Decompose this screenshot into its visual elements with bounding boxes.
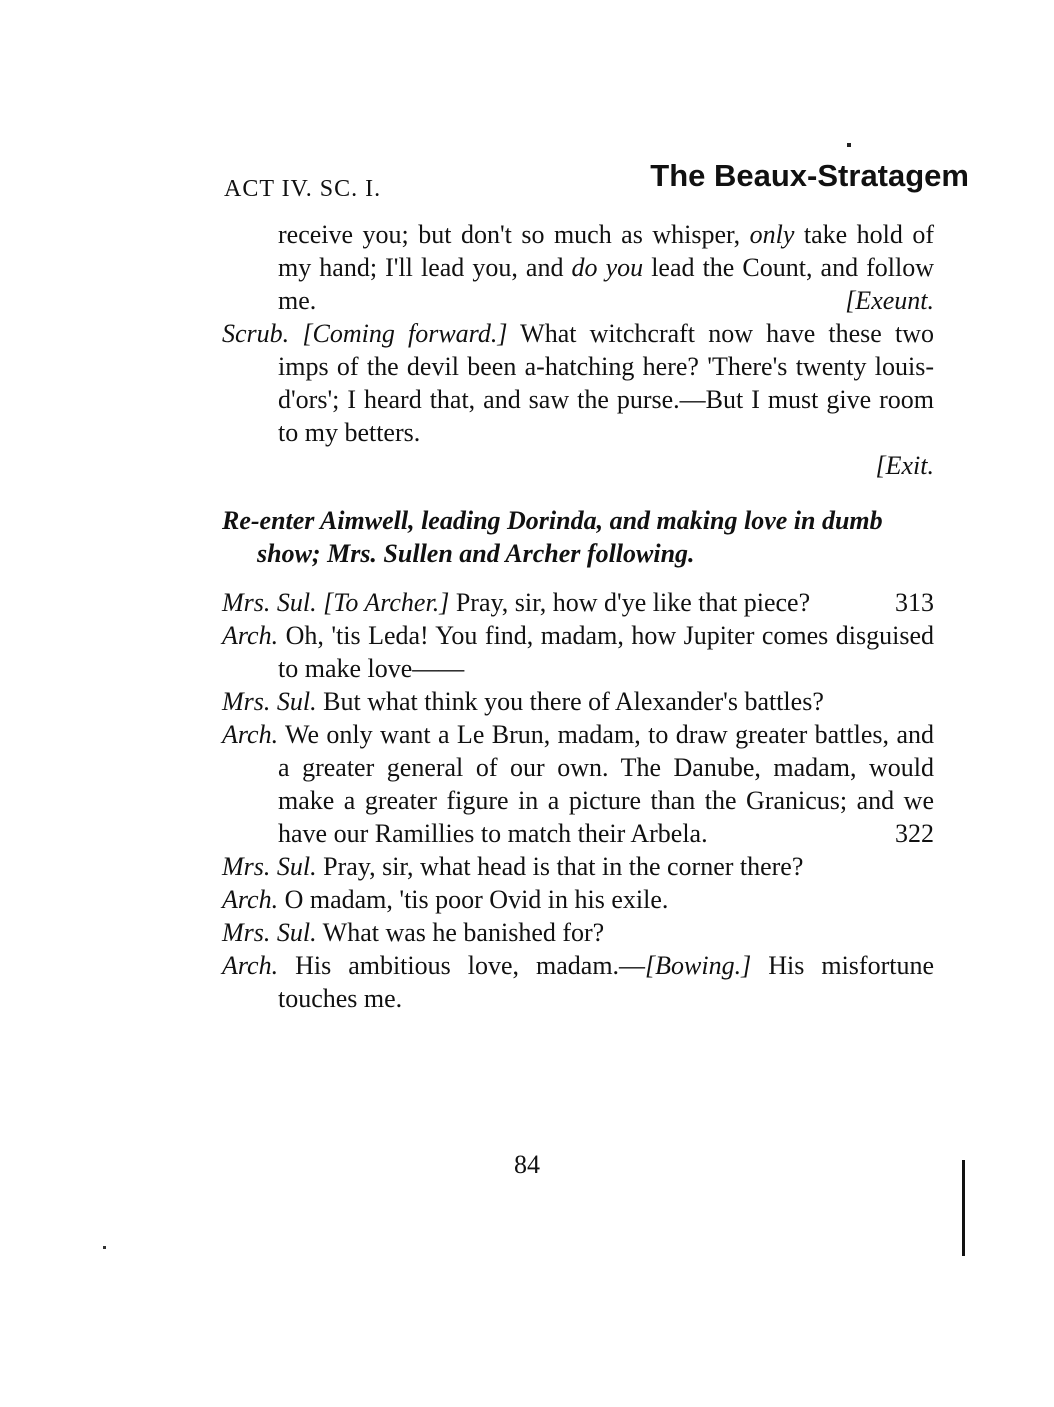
dialogue-text: take hold of my hand; I'll lead you, and xyxy=(278,220,934,282)
speaker-name: Mrs. Sul. xyxy=(222,918,317,947)
emphasis-text: only xyxy=(749,220,795,249)
stage-direction-inline: [Coming forward.] xyxy=(302,319,508,348)
dialogue-continuation xyxy=(222,218,934,317)
speaker-name: Arch. xyxy=(222,951,279,980)
speech-mrs-sullen xyxy=(222,586,934,619)
act-scene-label: ACT IV. SC. I. xyxy=(224,176,382,202)
running-header xyxy=(224,158,969,208)
speech-archer xyxy=(222,949,934,1015)
speaker-name: Arch. xyxy=(222,720,279,749)
speaker-name: Mrs. Sul. xyxy=(222,588,317,617)
stage-direction-block: Re-enter Aimwell, leading Dorinda, and making love in dumb show; Mrs. Sullen and Archer following. xyxy=(222,506,883,568)
dialogue-text: His misfortune touches me. xyxy=(278,951,934,1013)
speech-mrs-sullen xyxy=(222,685,934,718)
dialogue-text: Pray, sir, what head is that in the corner there? xyxy=(316,852,804,881)
dialogue-text: Pray, sir, how d'ye like that piece? xyxy=(449,588,811,617)
exit-direction: [Exit. xyxy=(875,451,934,480)
dialogue-text: What was he banished for? xyxy=(316,918,605,947)
dialogue-text: But what think you there of Alexander's battles? xyxy=(316,687,824,716)
stage-direction-inline: [To Archer.] xyxy=(323,588,450,617)
page-number: 84 xyxy=(514,1150,540,1179)
speaker-name: Arch. xyxy=(222,621,279,650)
margin-rule xyxy=(962,1160,965,1256)
emphasis-text: do you xyxy=(571,253,644,282)
dialogue-text: O madam, 'tis poor Ovid in his exile. xyxy=(278,885,669,914)
speaker-name: Mrs. Sul. xyxy=(222,687,317,716)
stage-direction-inline: [Bowing.] xyxy=(645,951,752,980)
line-number: 322 xyxy=(895,819,934,848)
dialogue-text: His ambitious love, madam.— xyxy=(278,951,646,980)
speech-archer xyxy=(222,619,934,685)
speech-scrub xyxy=(222,317,934,449)
speaker-name: Mrs. Sul. xyxy=(222,852,317,881)
dialogue-text: lead the Count, and follow me. xyxy=(278,253,935,315)
play-text xyxy=(222,218,934,1015)
dialogue-text: What witchcraft now have these two imps of the devil been a-hatching here? 'There's twenty louis-d'ors'; I heard that, and saw the purse.—But I must give room to my betters. xyxy=(278,319,935,447)
dialogue-text: We only want a Le Brun, madam, to draw greater battles, and a greater general of our own. The Danube, madam, would make a greater figure in a picture than the Granicus; and we have our Ramillies to match their Arbela. xyxy=(278,720,934,848)
speech-archer xyxy=(222,883,934,916)
speaker-name: Scrub. xyxy=(222,319,290,348)
line-number: 313 xyxy=(895,588,934,617)
speech-mrs-sullen xyxy=(222,850,934,883)
speech-mrs-sullen xyxy=(222,916,934,949)
speech-archer xyxy=(222,718,934,850)
dialogue-text: receive you; but don't so much as whisper, xyxy=(278,220,750,249)
exit-direction: [Exeunt. xyxy=(845,286,934,315)
speck-mark xyxy=(847,143,851,147)
book-title: The Beaux-Stratagem xyxy=(650,158,969,193)
dialogue-text: Oh, 'tis Leda! You find, madam, how Jupiter comes disguised to make love—— xyxy=(278,621,934,683)
speaker-name: Arch. xyxy=(222,885,279,914)
speck-mark xyxy=(103,1246,106,1249)
